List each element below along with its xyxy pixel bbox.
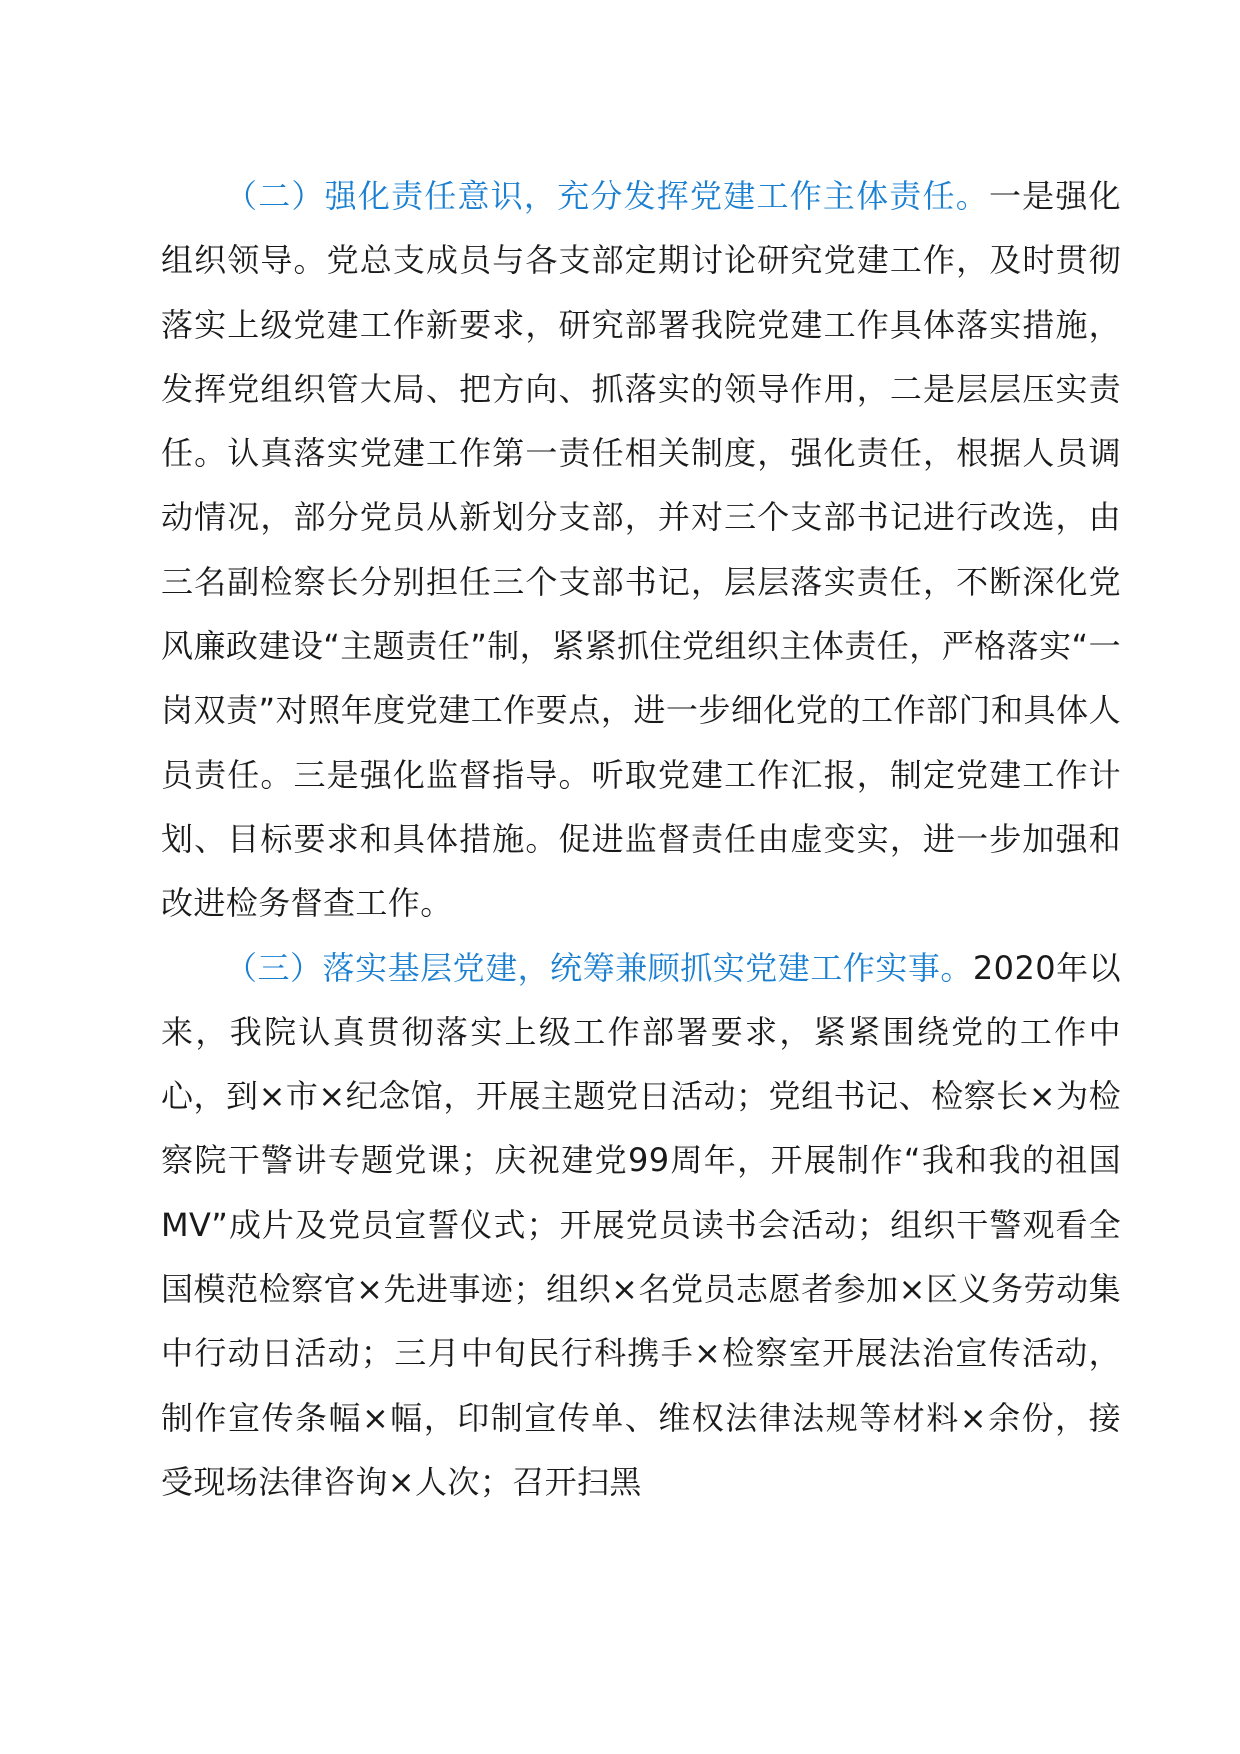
paragraph-responsibility xyxy=(161,164,1121,936)
section-body-two: 一是强化组织领导。党总支成员与各支部定期讨论研究党建工作，及时贯彻落实上级党建工作新要求，研究部署我院党建工作具体落实措施，发挥党组织管大局、把方向、抓落实的领导作用，二是层层压实责任。认真落实党建工作第一责任相关制度，强化责任，根据人员调动情况，部分党员从新划分支部，并对三个支部书记进行改选，由三名副检察长分别担任三个支部书记，层层落实责任，不断深化党风廉政建设“主题责任”制，紧紧抓住党组织主体责任，严格落实“一岗双责”对照年度党建工作要点，进一步细化党的工作部门和具体人员责任。三是强化监督指导。听取党建工作汇报，制定党建工作计划、目标要求和具体措施。促进监督责任由虚变实，进一步加强和改进检务督查工作。 xyxy=(161,177,1121,923)
section-body-three: 2020年以来，我院认真贯彻落实上级工作部署要求，紧紧围绕党的工作中心，到×市×纪念馆，开展主题党日活动；党组书记、检察长×为检察院干警讲专题党课；庆祝建党99周年，开展制作“我和我的祖国MV”成片及党员宣誓仪式；开展党员读书会活动；组织干警观看全国模范检察官×先进事迹；组织×名党员志愿者参加×区义务劳动集中行动日活动；三月中旬民行科携手×检察室开展法治宣传活动，制作宣传条幅×幅，印制宣传单、维权法律法规等材料×余份，接受现场法律咨询×人次；召开扫黑 xyxy=(161,948,1121,1501)
section-heading-two: （二）强化责任意识，充分发挥党建工作主体责任。 xyxy=(225,177,989,215)
paragraph-grassroots xyxy=(161,936,1121,1515)
section-heading-three: （三）落实基层党建，统筹兼顾抓实党建工作实事。 xyxy=(225,948,973,987)
document-body xyxy=(161,164,1121,1514)
